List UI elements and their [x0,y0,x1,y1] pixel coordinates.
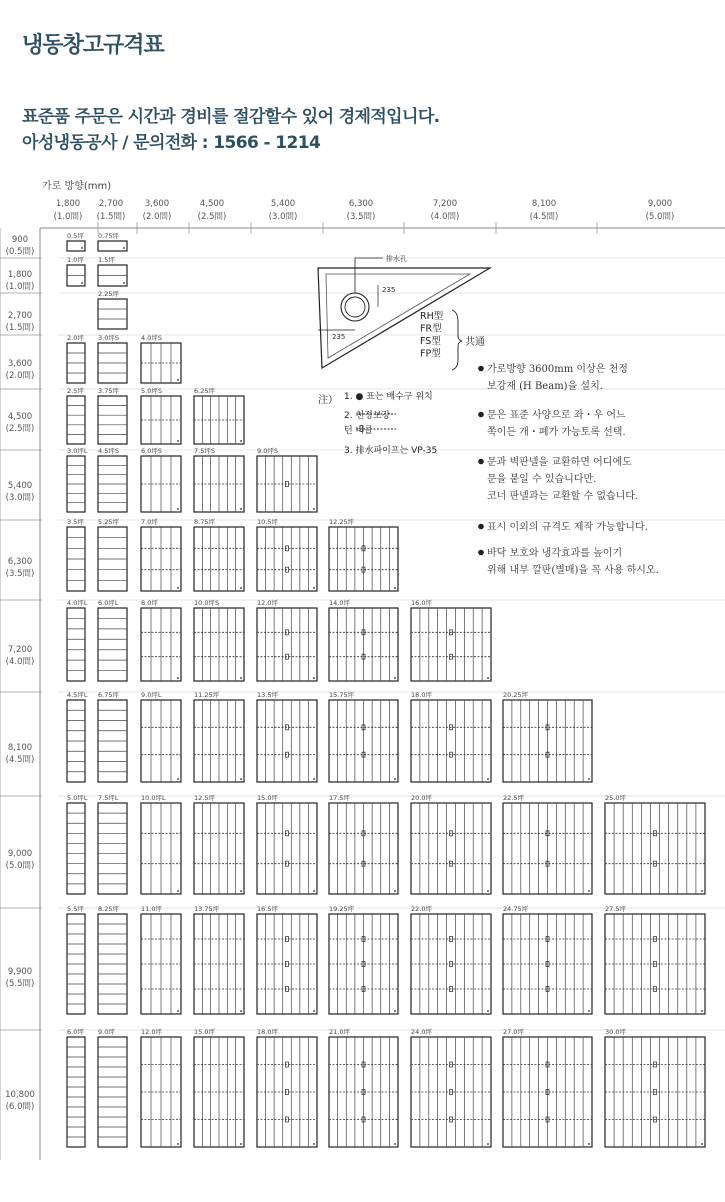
room-outline [98,396,127,444]
row-mm-label: 10,800 [5,1090,35,1100]
bullet-dot [478,550,484,556]
column-mm-label: 8,100 [531,199,557,209]
room-size-label: 10.0坪L [141,794,166,802]
row-mm-label: 3,600 [7,359,33,369]
column-mm-label: 9,000 [647,199,673,209]
drain-dot [394,778,396,780]
drain-dot [588,1143,590,1145]
room-size-label: 3.0坪L [67,447,88,455]
row-mm-label: 9,000 [7,849,33,859]
room-cell [98,265,127,286]
room-cell [503,1037,592,1147]
drain-dot [177,1143,179,1145]
room-size-label: 8.0坪 [141,599,158,607]
drain-dot [240,778,242,780]
drain-dot [177,890,179,892]
drain-dot [487,1010,489,1012]
note-item: 1. ● 표는 배수구 위치 [344,392,433,402]
drain-dot [240,1010,242,1012]
note-item: 턴 버클 [344,426,373,436]
drain-dot [588,778,590,780]
drain-dot [240,677,242,679]
room-size-label: 1.5坪 [98,256,115,264]
room-size-label: 8.75坪 [194,518,215,526]
room-cell [605,803,705,894]
room-cell [257,700,317,782]
room-cell [605,1037,705,1147]
row-mm-label: 4,500 [7,412,33,422]
room-cell [411,914,491,1014]
room-cell [503,700,592,782]
room-size-label: 18.0坪 [257,1028,278,1036]
room-cell [257,527,317,591]
row-kan-label: (6.0間) [5,1102,35,1112]
room-size-label: 30.0坪 [605,1028,626,1036]
room-cell [98,456,127,512]
room-size-label: 24.0坪 [411,1028,432,1036]
column-mm-label: 2,700 [98,199,124,209]
room-outline [98,241,127,251]
column-mm-label: 5,400 [270,199,296,209]
drain-dot [313,508,315,510]
room-cell [67,343,85,383]
room-outline [98,1037,127,1147]
room-cell [98,914,127,1014]
column-mm-label: 6,300 [348,199,374,209]
room-cell [194,608,244,681]
drain-dot [313,587,315,589]
room-size-label: 12.5坪 [194,794,215,802]
row-kan-label: (5.0間) [5,861,35,871]
drain-dot [313,677,315,679]
room-outline [605,803,705,894]
row-mm-label: 7,200 [7,645,33,655]
room-size-label: 21.0坪 [329,1028,350,1036]
room-cell [329,1037,398,1147]
room-size-label: 12.0坪 [141,1028,162,1036]
model-type-label: RH型 [420,311,444,322]
room-size-label: 15.75坪 [329,691,355,699]
bullet-line: 바닥 보호와 냉각효과를 높이기 [487,548,623,559]
room-cell [67,803,85,894]
room-cell [98,803,127,894]
dim-horizontal-label: 235 [332,333,346,341]
room-size-label: 0.5坪 [67,232,84,240]
notice-line-1: 표준품 주문은 시간과 경비를 절감할수 있어 경제적입니다. [22,107,440,127]
room-size-label: 3.5坪 [67,518,84,526]
room-cell [194,527,244,591]
room-size-label: 27.5坪 [605,905,626,913]
drain-diagram-inner [326,274,470,358]
room-size-label: 4.0坪S [141,334,162,342]
drain-dot [487,1143,489,1145]
row-kan-label: (4.0間) [5,657,35,667]
room-cell [329,700,398,782]
room-size-label: 9.0坪S [257,447,278,455]
room-size-label: 11.0坪 [141,905,162,913]
drain-dot [487,778,489,780]
room-cell [411,1037,491,1147]
column-mm-label: 4,500 [199,199,225,209]
room-cell [141,396,181,444]
room-cell [411,608,491,681]
room-cell [141,343,181,383]
room-cell [141,608,181,681]
room-cell [141,527,181,591]
room-cell [141,456,181,512]
note-item: 2. 천정보강 [344,411,391,421]
room-size-label: 15.0坪 [194,1028,215,1036]
row-kan-label: (1.0間) [5,282,35,292]
room-size-label: 7.5坪L [98,794,119,802]
column-kan-label: (2.5間) [197,212,227,222]
drain-dot [123,282,125,284]
drain-dot [240,440,242,442]
room-size-label: 3.0坪S [98,334,119,342]
bullet-line: 쪽이든 개・폐가 가능토록 선택. [487,427,626,438]
row-mm-label: 6,300 [7,557,33,567]
type-brace [452,310,462,370]
drain-dot [701,1143,703,1145]
room-cell [194,1037,244,1147]
room-size-label: 3.75坪 [98,387,119,395]
room-cell [257,608,317,681]
room-size-label: 6.0坪S [141,447,162,455]
room-size-label: 2.0坪 [67,334,84,342]
room-cell [141,803,181,894]
drain-dot [313,778,315,780]
room-cell [329,527,398,591]
room-cell [98,396,127,444]
room-size-label: 17.5坪 [329,794,350,802]
room-size-label: 25.0坪 [605,794,626,802]
room-size-label: 5.5坪 [67,905,84,913]
room-size-label: 5.0坪L [67,794,88,802]
page-title: 냉동창고규격표 [22,33,164,58]
room-size-label: 6.0坪 [67,1028,84,1036]
room-size-label: 8.25坪 [98,905,119,913]
bullet-line: 위해 내부 깔판(별매)을 꼭 사용 하시오. [487,565,659,576]
drain-dot [313,1010,315,1012]
room-cell [67,241,85,251]
drain-dot [240,1143,242,1145]
notice-line-2: 아성냉동공사 / 문의전화 : 1566 - 1214 [22,133,321,153]
room-cell [67,527,85,591]
model-type-label: FS型 [420,336,441,347]
drain-dot [177,508,179,510]
drain-dot [394,587,396,589]
column-kan-label: (3.0間) [268,212,298,222]
room-size-label: 5.25坪 [98,518,119,526]
room-size-label: 11.25坪 [194,691,220,699]
drain-dot [701,1010,703,1012]
room-outline [67,241,85,251]
row-kan-label: (0.5間) [5,247,35,257]
drain-dot [487,677,489,679]
column-mm-label: 7,200 [432,199,458,209]
row-kan-label: (5.5間) [5,979,35,989]
bullet-line: 문과 벽판넬을 교환하면 어디에도 [487,457,632,468]
bullet-line: 문을 붙일 수 있습니다만. [487,474,597,485]
room-outline [67,396,85,444]
room-cell [67,1037,85,1147]
bullet-line: 표시 이외의 규격도 제작 가능합니다. [487,522,648,533]
column-kan-label: (1.0間) [53,212,83,222]
column-kan-label: (4.0間) [430,212,460,222]
room-size-label: 27.0坪 [503,1028,524,1036]
room-cell [329,608,398,681]
room-cell [257,803,317,894]
room-cell [141,700,181,782]
room-outline [257,700,317,782]
room-cell [98,608,127,681]
room-outline [98,803,127,894]
room-cell [141,1037,181,1147]
room-outline [411,608,491,681]
drain-dot [394,1143,396,1145]
drain-dot [177,587,179,589]
bullet-line: 코너 판넬과는 교환할 수 없습니다. [487,491,639,502]
room-size-label: 20.0坪 [411,794,432,802]
room-cell [194,456,244,512]
drain-dot [487,890,489,892]
model-type-label: FR型 [420,323,442,335]
drain-dot [240,587,242,589]
dim-vertical-label: 235 [382,286,396,294]
room-size-label: 5.0坪S [141,387,162,395]
common-label: 共通 [465,337,485,348]
column-kan-label: (3.5間) [346,212,376,222]
room-size-label: 20.25坪 [503,691,529,699]
room-cell [98,1037,127,1147]
room-size-label: 16.5坪 [257,905,278,913]
room-size-label: 9.0坪L [141,691,162,699]
room-outline [257,527,317,591]
drain-dot [177,778,179,780]
room-outline [98,299,127,329]
drain-dot [313,890,315,892]
room-outline [411,700,491,782]
drain-dot [177,1010,179,1012]
room-size-label: 16.0坪 [411,599,432,607]
bullet-dot [478,459,484,465]
drain-dot [701,890,703,892]
room-size-label: 1.0坪 [67,256,84,264]
room-cell [411,803,491,894]
drain-dot [394,677,396,679]
room-cell [329,914,398,1014]
room-cell [67,265,85,286]
row-mm-label: 900 [11,235,29,245]
row-mm-label: 9,900 [7,967,33,977]
column-mm-label: 1,800 [55,199,81,209]
room-outline [257,608,317,681]
bullet-dot [478,524,484,530]
room-size-label: 4.0坪L [67,599,88,607]
column-kan-label: (4.5間) [529,212,559,222]
room-size-label: 7.5坪S [194,447,215,455]
room-size-label: 6.75坪 [98,691,119,699]
room-cell [503,803,592,894]
room-outline [67,803,85,894]
room-size-label: 4.5坪S [98,447,119,455]
room-cell [194,700,244,782]
room-cell [67,456,85,512]
room-cell [67,396,85,444]
row-mm-label: 5,400 [7,481,33,491]
drain-dot [240,890,242,892]
room-size-label: 13.75坪 [194,905,220,913]
room-cell [67,914,85,1014]
room-cell [67,608,85,681]
row-mm-label: 2,700 [7,311,33,321]
row-kan-label: (3.5間) [5,569,35,579]
room-size-label: 6.25坪 [194,387,215,395]
note-item: 3. 排水파이프는 VP-35 [344,446,438,456]
drain-dot [240,508,242,510]
column-mm-label: 3,600 [144,199,170,209]
room-outline [67,1037,85,1147]
room-cell [605,914,705,1014]
bullet-line: 보강재 (H Beam)을 설치. [487,381,603,392]
drain-dot [394,890,396,892]
room-size-label: 6.0坪L [98,599,119,607]
room-size-label: 9.0坪 [98,1028,115,1036]
room-size-label: 0.75坪 [98,232,119,240]
room-cell [67,700,85,782]
room-size-label: 14.0坪 [329,599,350,607]
column-kan-label: (1.5間) [96,212,126,222]
room-cell [98,299,127,329]
room-cell [194,803,244,894]
drain-diagram-outline [318,268,490,368]
room-cell [411,700,491,782]
room-outline [67,608,85,681]
room-cell [257,914,317,1014]
row-kan-label: (4.5間) [5,755,35,765]
room-size-label: 22.5坪 [503,794,524,802]
drain-dot [177,677,179,679]
room-cell [98,527,127,591]
bullet-line: 문은 표준 사양으로 좌・우 어느 [487,410,626,421]
room-size-label: 22.0坪 [411,905,432,913]
drain-dot [588,1010,590,1012]
room-size-label: 13.5坪 [257,691,278,699]
drain-dot [588,890,590,892]
room-cell [98,700,127,782]
row-kan-label: (3.0間) [5,493,35,503]
model-type-label: FP型 [420,348,441,360]
room-size-label: 12.25坪 [329,518,355,526]
room-size-label: 19.25坪 [329,905,355,913]
drain-dot [123,247,125,249]
room-size-label: 12.0坪 [257,599,278,607]
room-outline [411,803,491,894]
drain-dot [177,440,179,442]
column-kan-label: (2.0間) [142,212,172,222]
room-cell [257,456,317,512]
row-kan-label: (2.0間) [5,371,35,381]
room-size-label: 18.0坪 [411,691,432,699]
room-cell [194,914,244,1014]
drain-dot [394,1010,396,1012]
room-cell [98,343,127,383]
row-kan-label: (1.5間) [5,323,35,333]
room-size-label: 15.0坪 [257,794,278,802]
bullet-dot [478,412,484,418]
room-cell [141,914,181,1014]
room-size-label: 2.5坪 [67,387,84,395]
axis-label: 가로 방향(mm) [42,181,112,192]
column-kan-label: (5.0間) [645,212,675,222]
room-size-label: 24.75坪 [503,905,529,913]
drain-hole-inner [345,297,365,317]
drain-dot [313,1143,315,1145]
row-mm-label: 1,800 [7,270,33,280]
room-outline [257,803,317,894]
room-size-label: 7.0坪 [141,518,158,526]
room-size-label: 4.5坪L [67,691,88,699]
room-cell [329,803,398,894]
room-cell [503,914,592,1014]
room-size-label: 10.5坪 [257,518,278,526]
room-cell [194,396,244,444]
drain-dot [81,247,83,249]
room-size-label: 2.25坪 [98,290,119,298]
room-cell [98,241,127,251]
row-kan-label: (2.5間) [5,424,35,434]
room-size-label: 10.0坪S [194,599,220,607]
room-cell [257,1037,317,1147]
bullet-dot [478,366,484,372]
row-mm-label: 8,100 [7,743,33,753]
bullet-line: 가로방향 3600mm 이상은 천정 [487,364,628,375]
room-outline [98,608,127,681]
drain-hole-label: 排水孔 [386,255,407,263]
notes-prefix: 注） [318,395,338,406]
drain-dot [81,282,83,284]
drain-dot [177,379,179,381]
